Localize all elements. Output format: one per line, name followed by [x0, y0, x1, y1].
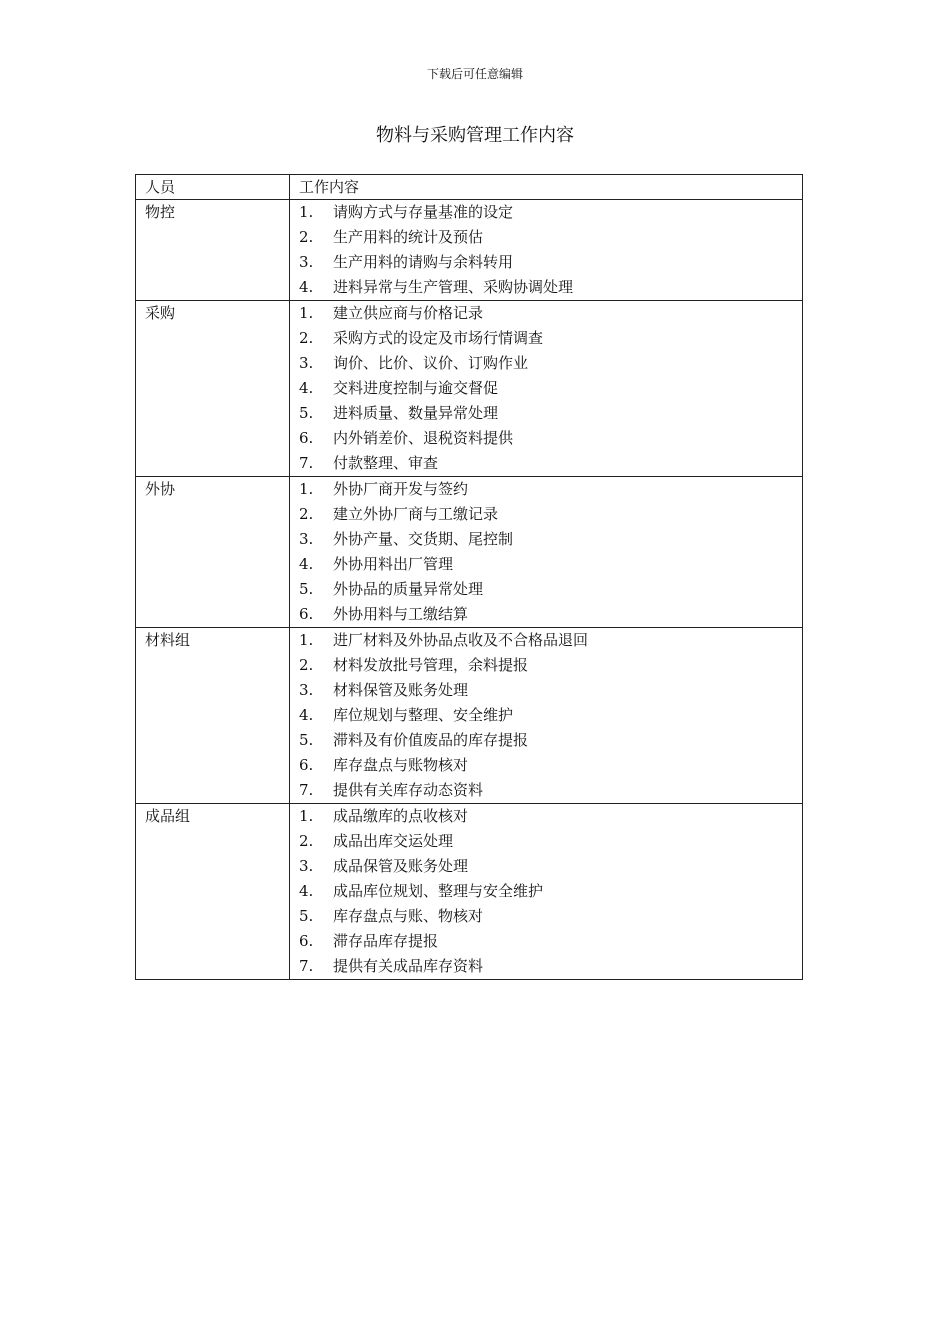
list-item — [290, 527, 802, 552]
table-body — [136, 200, 803, 980]
task-text: 成品出库交运处理 — [333, 832, 454, 850]
task-number: 2. — [299, 656, 314, 674]
task-text: 外协用料与工缴结算 — [333, 605, 469, 623]
list-item — [290, 804, 802, 829]
list-item — [290, 200, 802, 225]
task-text: 请购方式与存量基准的设定 — [333, 203, 514, 221]
list-item — [290, 854, 802, 879]
task-text: 成品库位规划、整理与安全维护 — [333, 882, 544, 900]
task-number: 5. — [299, 404, 314, 422]
task-number: 6. — [299, 429, 314, 447]
role-cell: 物控 — [136, 200, 290, 301]
list-item — [290, 275, 802, 300]
role-cell: 成品组 — [136, 804, 290, 980]
task-text: 成品缴库的点收核对 — [333, 807, 469, 825]
task-number: 1. — [299, 203, 314, 221]
task-number: 5. — [299, 580, 314, 598]
tasks-cell — [290, 628, 803, 804]
task-list — [290, 804, 802, 979]
list-item — [290, 653, 802, 678]
task-text: 材料发放批号管理，余料提报 — [333, 656, 529, 674]
role-cell: 外协 — [136, 477, 290, 628]
list-item — [290, 628, 802, 653]
task-number: 1. — [299, 807, 314, 825]
task-number: 2. — [299, 832, 314, 850]
task-text: 生产用料的请购与余料转用 — [333, 253, 514, 271]
task-text: 外协用料出厂管理 — [333, 555, 454, 573]
list-item — [290, 376, 802, 401]
task-text: 材料保管及账务处理 — [333, 681, 469, 699]
list-item — [290, 778, 802, 803]
task-text: 进料质量、数量异常处理 — [333, 404, 499, 422]
task-number: 2. — [299, 505, 314, 523]
work-content-table — [135, 174, 803, 980]
list-item — [290, 678, 802, 703]
task-list — [290, 301, 802, 476]
task-number: 6. — [299, 605, 314, 623]
tasks-cell — [290, 477, 803, 628]
task-text: 采购方式的设定及市场行情调查 — [333, 329, 544, 347]
task-number: 7. — [299, 781, 314, 799]
task-text: 成品保管及账务处理 — [333, 857, 469, 875]
task-list — [290, 628, 802, 803]
task-number: 4. — [299, 882, 314, 900]
task-number: 3. — [299, 530, 314, 548]
task-text: 生产用料的统计及预估 — [333, 228, 484, 246]
task-text: 提供有关库存动态资料 — [333, 781, 484, 799]
task-text: 滞料及有价值废品的库存提报 — [333, 731, 529, 749]
list-item — [290, 552, 802, 577]
list-item — [290, 351, 802, 376]
task-text: 外协品的质量异常处理 — [333, 580, 484, 598]
task-text: 提供有关成品库存资料 — [333, 957, 484, 975]
document-title: 物料与采购管理工作内容 — [376, 125, 574, 146]
list-item — [290, 225, 802, 250]
list-item — [290, 577, 802, 602]
task-text: 外协产量、交货期、尾控制 — [333, 530, 514, 548]
list-item — [290, 426, 802, 451]
task-number: 1. — [299, 480, 314, 498]
list-item — [290, 829, 802, 854]
task-number: 3. — [299, 681, 314, 699]
list-item — [290, 326, 802, 351]
table-row — [136, 200, 803, 301]
task-text: 询价、比价、议价、订购作业 — [333, 354, 529, 372]
tasks-cell — [290, 804, 803, 980]
task-number: 7. — [299, 454, 314, 472]
task-number: 1. — [299, 304, 314, 322]
list-item — [290, 401, 802, 426]
task-number: 2. — [299, 329, 314, 347]
task-number: 6. — [299, 932, 314, 950]
task-number: 1. — [299, 631, 314, 649]
task-text: 库存盘点与账、物核对 — [333, 907, 484, 925]
task-number: 7. — [299, 957, 314, 975]
list-item — [290, 879, 802, 904]
task-text: 交料进度控制与逾交督促 — [333, 379, 499, 397]
task-text: 滞存品库存提报 — [333, 932, 439, 950]
task-number: 3. — [299, 253, 314, 271]
task-number: 4. — [299, 278, 314, 296]
task-number: 5. — [299, 907, 314, 925]
task-number: 4. — [299, 555, 314, 573]
task-number: 2. — [299, 228, 314, 246]
table-header-row — [136, 175, 803, 200]
header-role: 人员 — [136, 175, 290, 200]
list-item — [290, 502, 802, 527]
task-text: 内外销差价、退税资料提供 — [333, 429, 514, 447]
task-text: 外协厂商开发与签约 — [333, 480, 469, 498]
header-note: 下载后可任意编辑 — [426, 67, 523, 81]
table-row — [136, 804, 803, 980]
tasks-cell — [290, 200, 803, 301]
task-list — [290, 477, 802, 627]
task-number: 3. — [299, 857, 314, 875]
list-item — [290, 954, 802, 979]
task-list — [290, 200, 802, 300]
tasks-cell — [290, 301, 803, 477]
list-item — [290, 602, 802, 627]
task-number: 4. — [299, 706, 314, 724]
list-item — [290, 250, 802, 275]
list-item — [290, 703, 802, 728]
task-number: 3. — [299, 354, 314, 372]
task-number: 6. — [299, 756, 314, 774]
task-number: 5. — [299, 731, 314, 749]
table-row — [136, 477, 803, 628]
task-text: 库位规划与整理、安全维护 — [333, 706, 514, 724]
list-item — [290, 301, 802, 326]
task-number: 4. — [299, 379, 314, 397]
table-row — [136, 301, 803, 477]
list-item — [290, 451, 802, 476]
table-row — [136, 628, 803, 804]
task-text: 进厂材料及外协品点收及不合格品退回 — [333, 631, 589, 649]
task-text: 建立外协厂商与工缴记录 — [333, 505, 499, 523]
header-content: 工作内容 — [290, 175, 803, 200]
list-item — [290, 904, 802, 929]
list-item — [290, 929, 802, 954]
list-item — [290, 477, 802, 502]
task-text: 库存盘点与账物核对 — [333, 756, 469, 774]
task-text: 建立供应商与价格记录 — [333, 304, 484, 322]
task-text: 付款整理、审查 — [333, 454, 439, 472]
role-cell: 采购 — [136, 301, 290, 477]
list-item — [290, 728, 802, 753]
role-cell: 材料组 — [136, 628, 290, 804]
list-item — [290, 753, 802, 778]
task-text: 进料异常与生产管理、采购协调处理 — [333, 278, 574, 296]
